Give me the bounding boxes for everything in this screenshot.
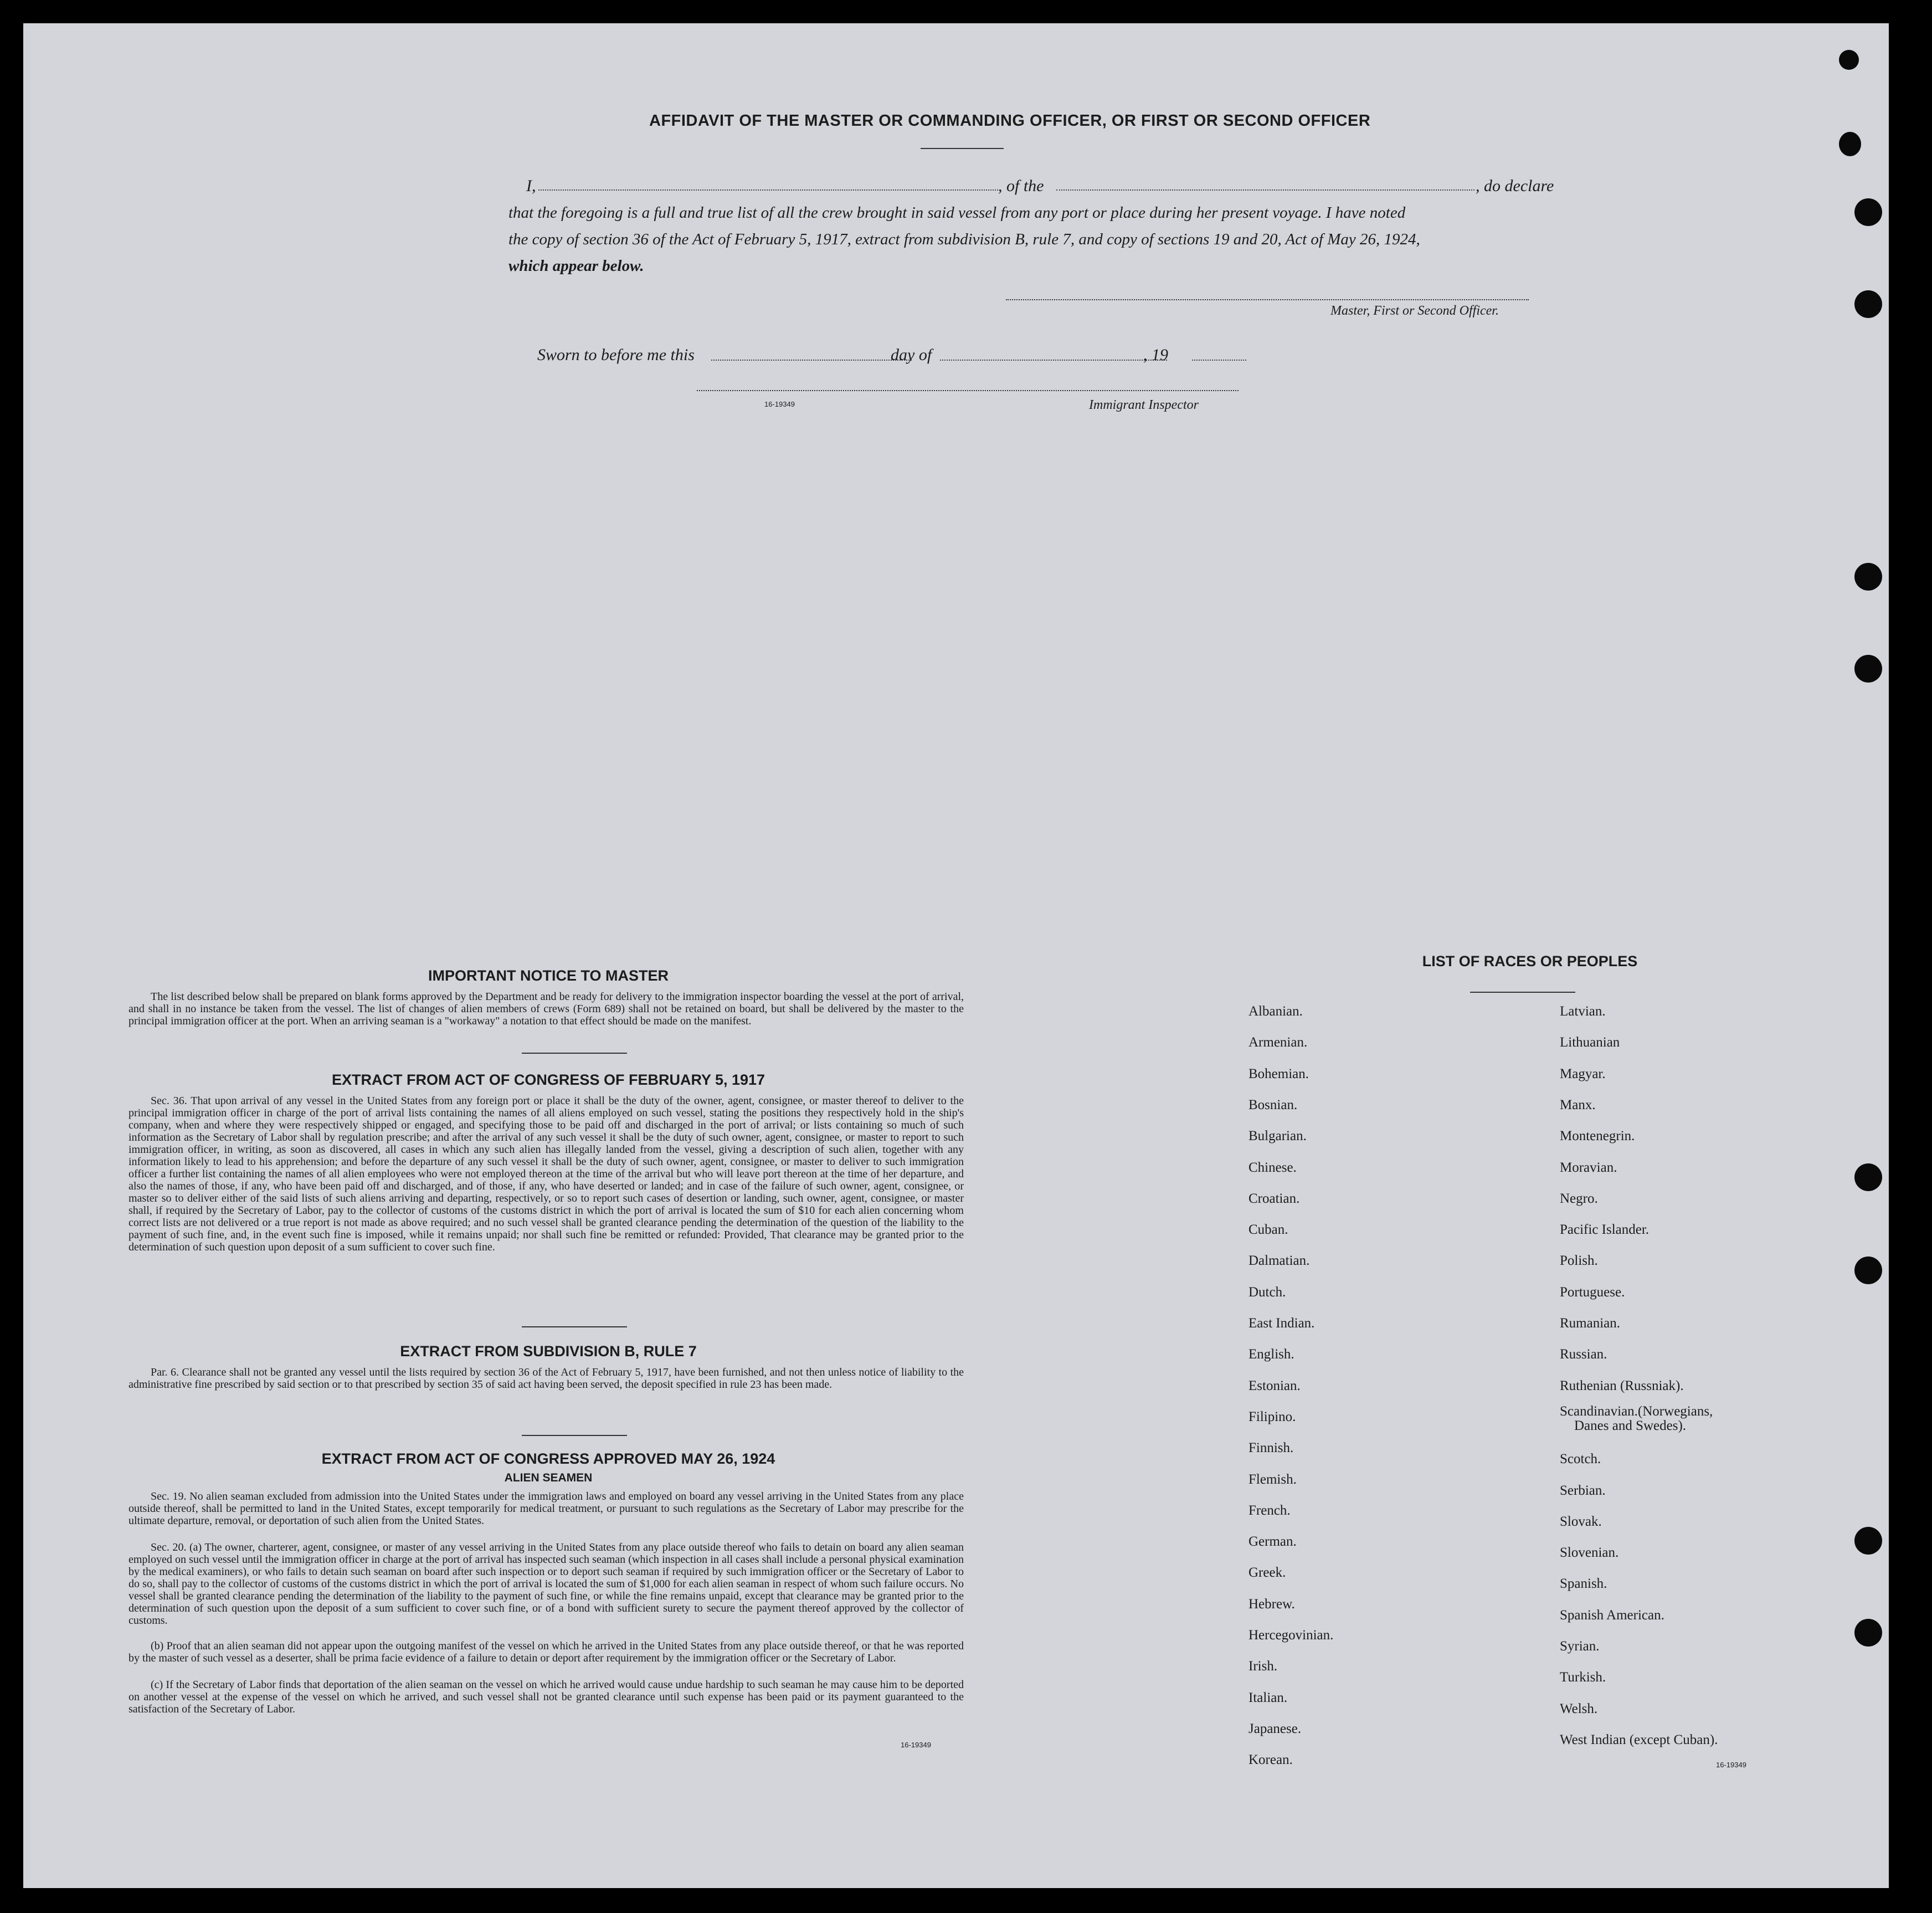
race-item: Greek.: [1248, 1565, 1286, 1581]
extract-rule7-title: EXTRACT FROM SUBDIVISION B, RULE 7: [400, 1343, 697, 1360]
affidavit-body-3: which appear below.: [508, 257, 644, 275]
race-item: Spanish American.: [1560, 1607, 1664, 1623]
race-item: Manx.: [1560, 1097, 1596, 1112]
punch-hole: [1854, 198, 1882, 226]
race-item: Italian.: [1248, 1690, 1288, 1705]
race-item: Russian.: [1560, 1347, 1607, 1362]
punch-hole: [1854, 1527, 1882, 1555]
sec19-text: Sec. 19. No alien seaman excluded from admission into the United States under the immigration laws and employed on board any vessel arriving in the United States from any place outside thereof, shall be permitted to land in the United States, except temporarily for medical treatment, or pursuant to such regulations as the Secretary of Labor may prescribe for the ultimate departure, removal, or deportation of such alien from the United States.: [129, 1490, 964, 1527]
affidavit-title: AFFIDAVIT OF THE MASTER OR COMMANDING OFFICER, OR FIRST OR SECOND OFFICER: [649, 112, 1371, 130]
race-item: Hebrew.: [1248, 1596, 1295, 1612]
race-item: Albanian.: [1248, 1004, 1303, 1019]
punch-hole: [1854, 563, 1882, 591]
race-item: Montenegrin.: [1560, 1129, 1635, 1144]
sworn-day-field[interactable]: [711, 360, 912, 361]
race-item: Syrian.: [1560, 1639, 1600, 1654]
punch-hole: [1854, 290, 1882, 318]
race-item: Dalmatian.: [1248, 1253, 1310, 1269]
vessel-name-field[interactable]: [1056, 189, 1474, 191]
punch-hole: [1854, 1163, 1882, 1191]
master-signature-line[interactable]: [1006, 299, 1529, 300]
document-page: [23, 23, 1889, 1888]
notice-divider: [522, 1053, 627, 1054]
punch-hole: [1854, 655, 1882, 683]
master-label: Master, First or Second Officer.: [1330, 304, 1499, 318]
race-item: Latvian.: [1560, 1004, 1606, 1019]
race-item: Spanish.: [1560, 1576, 1607, 1592]
race-item: Bosnian.: [1248, 1097, 1298, 1112]
affidavit-body-1: that the foregoing is a full and true list of all the crew brought in said vessel from any port or place during her present voyage. I have noted: [508, 204, 1406, 222]
race-item: Pacific Islander.: [1560, 1222, 1650, 1238]
alien-seamen-subtitle: ALIEN SEAMEN: [504, 1471, 593, 1484]
race-item: Cuban.: [1248, 1222, 1288, 1238]
races-title: LIST OF RACES OR PEOPLES: [1422, 953, 1638, 970]
race-item: Flemish.: [1248, 1471, 1297, 1487]
label-i: I,: [526, 177, 536, 195]
race-item: Japanese.: [1248, 1721, 1302, 1736]
race-item: Turkish.: [1560, 1670, 1606, 1685]
race-item: Welsh.: [1560, 1701, 1598, 1716]
race-item: Chinese.: [1248, 1160, 1297, 1175]
title-rule: [921, 148, 1004, 149]
punch-hole: [1854, 1256, 1882, 1284]
race-item: Scotch.: [1560, 1452, 1601, 1467]
year-label: , 19: [1143, 346, 1168, 364]
sec20c-text: (c) If the Secretary of Labor finds that deportation of the alien seaman on the vessel on which he arrived would cause undue hardship to such seaman he may cause him to be deported on another vessel at the expense of the vessel on which he arrived, and such vessel shall not be granted clearance until such expense has been paid or its payment guaranteed to the satisfaction of the Secretary of Labor.: [129, 1679, 964, 1715]
declarant-name-field[interactable]: [538, 189, 998, 191]
race-item: Portuguese.: [1560, 1284, 1625, 1300]
label-do-declare: , do declare: [1476, 177, 1554, 195]
race-item: Irish.: [1248, 1659, 1278, 1674]
races-divider: [1470, 992, 1575, 993]
label-of-the: , of the: [998, 177, 1044, 195]
race-item: Negro.: [1560, 1191, 1598, 1206]
punch-hole: [1839, 132, 1861, 156]
extract-1917-title: EXTRACT FROM ACT OF CONGRESS OF FEBRUARY 5, 1917: [331, 1071, 765, 1088]
race-item: West Indian (except Cuban).: [1560, 1732, 1718, 1747]
race-item: English.: [1248, 1347, 1294, 1362]
race-item: Moravian.: [1560, 1160, 1617, 1175]
races-form-number: 16-19349: [1716, 1761, 1746, 1769]
race-item: German.: [1248, 1534, 1297, 1550]
race-item: Danes and Swedes).: [1574, 1418, 1687, 1433]
race-item: Lithuanian: [1560, 1035, 1620, 1050]
race-item: East Indian.: [1248, 1316, 1315, 1331]
race-item: Slovak.: [1560, 1514, 1602, 1529]
race-item: Korean.: [1248, 1752, 1293, 1768]
race-item: Finnish.: [1248, 1440, 1294, 1456]
sworn-year-field[interactable]: [1192, 360, 1246, 361]
race-item: Estonian.: [1248, 1378, 1301, 1393]
extract-1917-divider: [522, 1326, 627, 1327]
race-item: Filipino.: [1248, 1409, 1296, 1424]
affidavit-body-2: the copy of section 36 of the Act of February 5, 1917, extract from subdivision B, rule 7, and copy of sections 19 and 20, Act of May 26, 1924,: [508, 230, 1420, 248]
extract-rule7-text: Par. 6. Clearance shall not be granted any vessel until the lists required by section 36 of the Act of February 5, 1917, have been furnished, and not then unless notice of liability to the administrative fine prescribed by said section or to that prescribed by section 35 of said act having been served, the deposit specified in rule 23 has been made.: [129, 1366, 964, 1391]
race-item: Rumanian.: [1560, 1316, 1621, 1331]
affidavit-form-number: 16-19349: [764, 400, 795, 408]
punch-hole: [1839, 50, 1859, 70]
race-item: Magyar.: [1560, 1066, 1606, 1081]
race-item: Bohemian.: [1248, 1066, 1309, 1081]
race-item: Ruthenian (Russniak).: [1560, 1378, 1684, 1393]
sworn-month-field[interactable]: [940, 360, 1167, 361]
inspector-signature-line[interactable]: [697, 390, 1239, 391]
race-item: Slovenian.: [1560, 1545, 1619, 1561]
race-item: Scandinavian.(Norwegians,: [1560, 1403, 1713, 1419]
punch-hole: [1854, 1619, 1882, 1647]
race-item: Armenian.: [1248, 1035, 1308, 1050]
notice-text: The list described below shall be prepared on blank forms approved by the Department and be ready for delivery to the immigration inspector boarding the vessel at the port of arrival, and shall in no instance be taken from the vessel. The list of changes of alien members of crews (Form 689) shall not be retained on board, but shall be delivered by the master to the principal immigration officer at the port. When an arriving seaman is a "workaway" a notation to that effect should be made on the manifest.: [129, 991, 964, 1027]
extract-form-number: 16-19349: [901, 1741, 931, 1749]
sworn-label: Sworn to before me this: [537, 346, 695, 364]
extract-1924-title: EXTRACT FROM ACT OF CONGRESS APPROVED MAY 26, 1924: [321, 1450, 775, 1467]
day-of-label: day of: [891, 346, 932, 364]
extract-1917-text: Sec. 36. That upon arrival of any vessel in the United States from any foreign port or place it shall be the duty of the owner, agent, consignee, or master thereof to deliver to the principal immigration officer in charge of the port of arrival lists containing the names of all aliens employed on such vessel, stating the positions they respectively hold in the ship's company, when and where they were respectively shipped or engaged, and specifying those to be paid off and discharged in the port of arrival; or lists containing so much of such information as the Secretary of Labor shall by regulation prescribe; and after the arrival of any such vessel it shall be the duty of such owner, agent, consignee, or master to report to such immigration officer, in writing, as soon as discovered, all cases in which any such alien has illegally landed from the vessel, giving a description of such alien, together with any information likely to lead to his apprehension; and before the departure of any such vessel it shall be the duty of such owner, agent, consignee, or master to deliver to such immigration officer a further list containing the names of all alien employees who were not employed thereon at the time of the arrival but who will leave port thereon at the time of her departure, and also the names of those, if any, who have been paid off and discharged, and of those, if any, who have deserted or landed; and in case of the failure of such owner, agent, consignee, or master so to deliver either of the said lists of such aliens arriving and departing, respectively, or so to report such cases of desertion or landing, such owner, agent, consignee, or master shall, if required by the Secretary of Labor, pay to the collector of customs of the customs district in which the port of arrival is located the sum of $10 for each alien concerning whom correct lists are not delivered or a true report is not made as above required; and no such vessel shall be granted clearance pending the determination of the question of the liability to the payment of such fine, and, in the event such fine is imposed, while it remains unpaid; nor shall such fine be remitted or refunded: Provided, That clearance may be granted prior to the determination of such question upon deposit of a sum sufficient to cover such fine.: [129, 1095, 964, 1253]
race-item: Dutch.: [1248, 1284, 1286, 1300]
race-item: French.: [1248, 1502, 1291, 1518]
extract-rule7-divider: [522, 1435, 627, 1436]
notice-title: IMPORTANT NOTICE TO MASTER: [428, 967, 669, 984]
race-item: Polish.: [1560, 1253, 1598, 1269]
inspector-label: Immigrant Inspector: [1089, 398, 1199, 412]
race-item: Croatian.: [1248, 1191, 1300, 1206]
race-item: Serbian.: [1560, 1483, 1606, 1498]
race-item: Hercegovinian.: [1248, 1628, 1334, 1643]
sec20a-text: Sec. 20. (a) The owner, charterer, agent, consignee, or master of any vessel arriving in the United States from any place outside thereof who fails to detain on board any alien seaman employed on such vessel until the immigration officer in charge at the port of arrival has inspected such seaman (which inspection in all cases shall include a personal physical examination by the medical examiners), or who fails to detain such seaman on board after such inspection or to deport such seaman if required by such immigration officer or the Secretary of Labor to do so, shall pay to the collector of customs of the customs district in which the port of arrival is located the sum of $1,000 for each alien seaman in respect of whom such failure occurs. No vessel shall be granted clearance pending the determination of the liability to the payment of such fine, or while the fine remains unpaid, except that clearance may be granted prior to the determination of such question upon the deposit of a sum sufficient to cover such fine, or of a bond with sufficient surety to secure the payment thereof approved by the collector of customs.: [129, 1541, 964, 1627]
race-item: Bulgarian.: [1248, 1129, 1307, 1144]
sec20b-text: (b) Proof that an alien seaman did not appear upon the outgoing manifest of the vessel on which he arrived in the United States from any place outside thereof, or that he was reported by the master of such vessel as a deserter, shall be prima facie evidence of a failure to detain or deport after requirement by the immigration officer or the Secretary of Labor.: [129, 1640, 964, 1664]
